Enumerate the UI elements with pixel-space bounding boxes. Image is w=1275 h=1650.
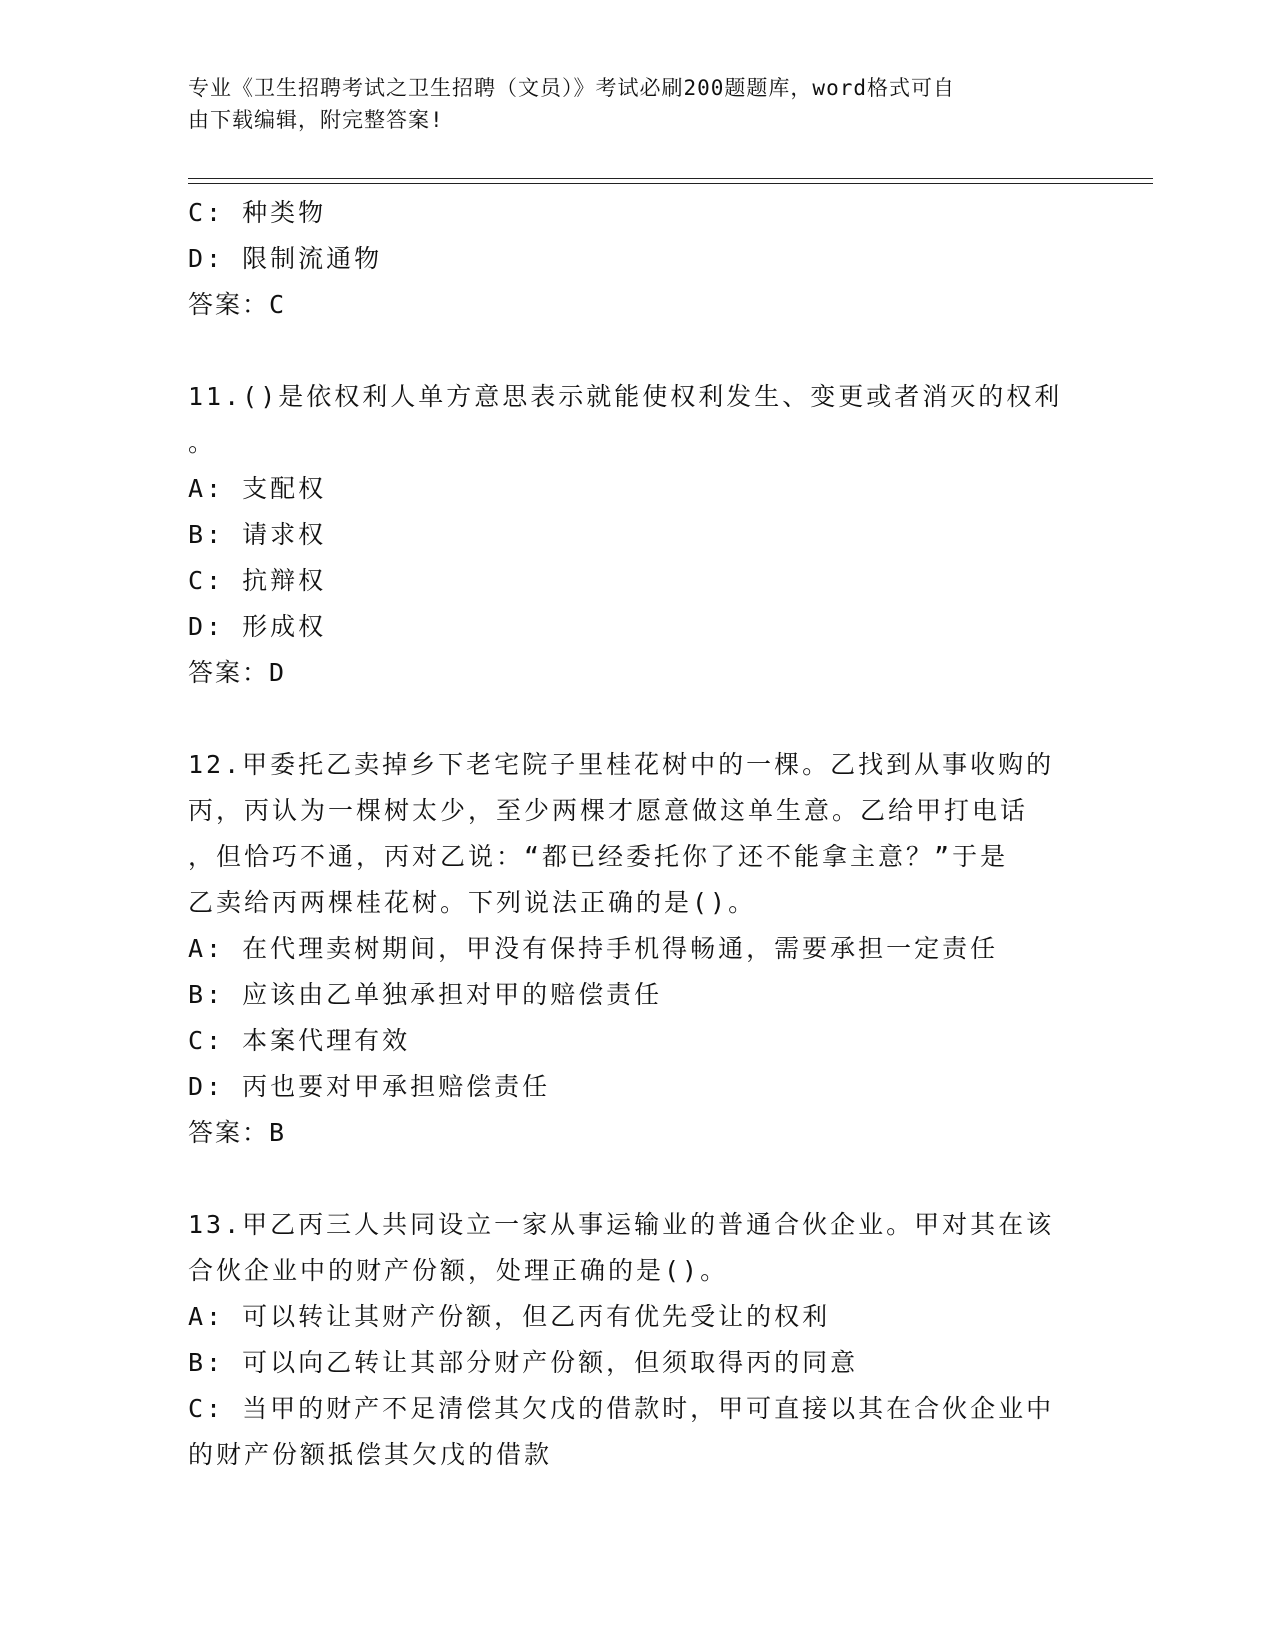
option-d: D: 形成权	[188, 612, 327, 641]
option-b: B: 可以向乙转让其部分财产份额，但须取得丙的同意	[188, 1348, 859, 1377]
answer: 答案：C	[188, 290, 287, 319]
option-b: B: 请求权	[188, 520, 327, 549]
option-d: D: 丙也要对甲承担赔偿责任	[188, 1072, 551, 1101]
answer: 答案：B	[188, 1118, 287, 1147]
option-c: C: 抗辩权	[188, 566, 327, 595]
question-stem-cont: ，但恰巧不通，丙对乙说：“都已经委托你了还不能拿主意？”于是	[188, 842, 1009, 871]
option-a: A: 支配权	[188, 474, 327, 503]
option-c: C: 种类物	[188, 198, 327, 227]
option-a: A: 在代理卖树期间，甲没有保持手机得畅通，需要承担一定责任	[188, 934, 999, 963]
header-divider-top	[188, 178, 1153, 179]
question-stem-cont: 。	[188, 428, 217, 457]
question-11	[188, 374, 1088, 696]
question-stem: 11.()是依权利人单方意思表示就能使权利发生、变更或者消灭的权利	[188, 382, 1063, 411]
option-c-cont: 的财产份额抵偿其欠戊的借款	[188, 1440, 553, 1469]
question-13	[188, 1202, 1088, 1478]
option-a: A: 可以转让其财产份额，但乙丙有优先受让的权利	[188, 1302, 831, 1331]
question-10-tail	[188, 190, 1088, 328]
question-list	[188, 190, 1088, 1478]
document-header	[188, 72, 1068, 136]
header-divider-bottom	[188, 183, 1153, 184]
header-line-1: 专业《卫生招聘考试之卫生招聘（文员）》考试必刷200题题库，word格式可自	[188, 76, 955, 100]
question-stem-cont: 合伙企业中的财产份额，处理正确的是()。	[188, 1256, 729, 1285]
question-stem-cont: 乙卖给丙两棵桂花树。下列说法正确的是()。	[188, 888, 757, 917]
header-line-2: 由下载编辑，附完整答案!	[188, 108, 444, 132]
question-stem: 13.甲乙丙三人共同设立一家从事运输业的普通合伙企业。甲对其在该	[188, 1210, 1055, 1239]
answer: 答案：D	[188, 658, 287, 687]
question-stem-cont: 丙，丙认为一棵树太少，至少两棵才愿意做这单生意。乙给甲打电话	[188, 796, 1029, 825]
question-stem: 12.甲委托乙卖掉乡下老宅院子里桂花树中的一棵。乙找到从事收购的	[188, 750, 1055, 779]
option-b: B: 应该由乙单独承担对甲的赔偿责任	[188, 980, 663, 1009]
option-c: C: 本案代理有效	[188, 1026, 411, 1055]
option-d: D: 限制流通物	[188, 244, 383, 273]
option-c: C: 当甲的财产不足清偿其欠戊的借款时，甲可直接以其在合伙企业中	[188, 1394, 1055, 1423]
question-12	[188, 742, 1088, 1156]
